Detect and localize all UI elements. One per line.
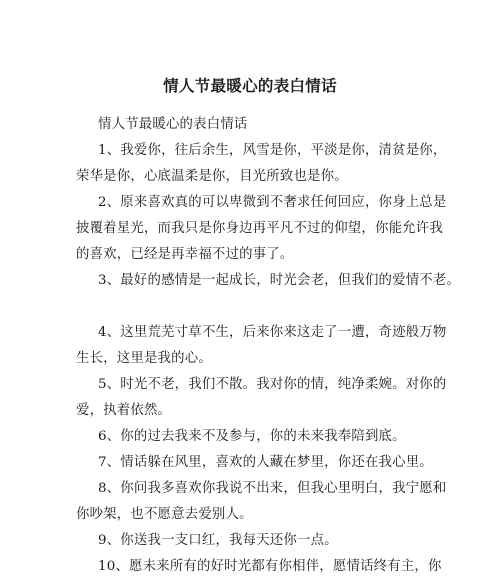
paragraph-line: 5、时光不老，我们不散。我对你的情，纯净柔婉。对你的 xyxy=(98,377,447,392)
paragraph-line: 7、情话躲在风里，喜欢的人藏在梦里，你还在我心里。 xyxy=(98,455,433,470)
paragraph-line: 10、愿未来所有的好时光都有你相伴，愿情话终有主，你 xyxy=(98,559,442,574)
document-title: 情人节最暖心的表白情话 xyxy=(163,77,337,95)
subtitle-line: 情人节最暖心的表白情话 xyxy=(98,117,248,132)
paragraph-line: 2、原来喜欢真的可以卑微到不奢求任何回应，你身上总是 xyxy=(98,195,447,210)
paragraph-line: 荣华是你，心底温柔是你，目光所致也是你。 xyxy=(76,169,348,184)
paragraph-line: 爱，执着依然。 xyxy=(76,403,172,418)
paragraph-line: 的喜欢，已经是再幸福不过的事了。 xyxy=(76,247,294,262)
paragraph-line: 披覆着星光，而我只是你身边再平凡不过的仰望，你能允许我 xyxy=(76,221,443,236)
paragraph-line: 6、你的过去我来不及参与，你的未来我奉陪到底。 xyxy=(98,429,406,444)
paragraph-line: 1、我爱你，往后余生，风雪是你，平淡是你，清贫是你， xyxy=(98,143,447,158)
paragraph-line: 4、这里荒芜寸草不生，后来你来这走了一遭，奇迹般万物 xyxy=(98,325,447,340)
paragraph-line: 8、你问我多喜欢你我说不出来，但我心里明白，我宁愿和 xyxy=(98,481,447,496)
paragraph-line: 3、最好的感情是一起成长，时光会老，但我们的爱情不老。 xyxy=(98,273,461,288)
paragraph-line: 生长，这里是我的心。 xyxy=(76,351,212,366)
paragraph-line: 9、你送我一支口红，我每天还你一点。 xyxy=(98,533,338,548)
paragraph-line: 你吵架，也不愿意去爱别人。 xyxy=(76,507,253,522)
